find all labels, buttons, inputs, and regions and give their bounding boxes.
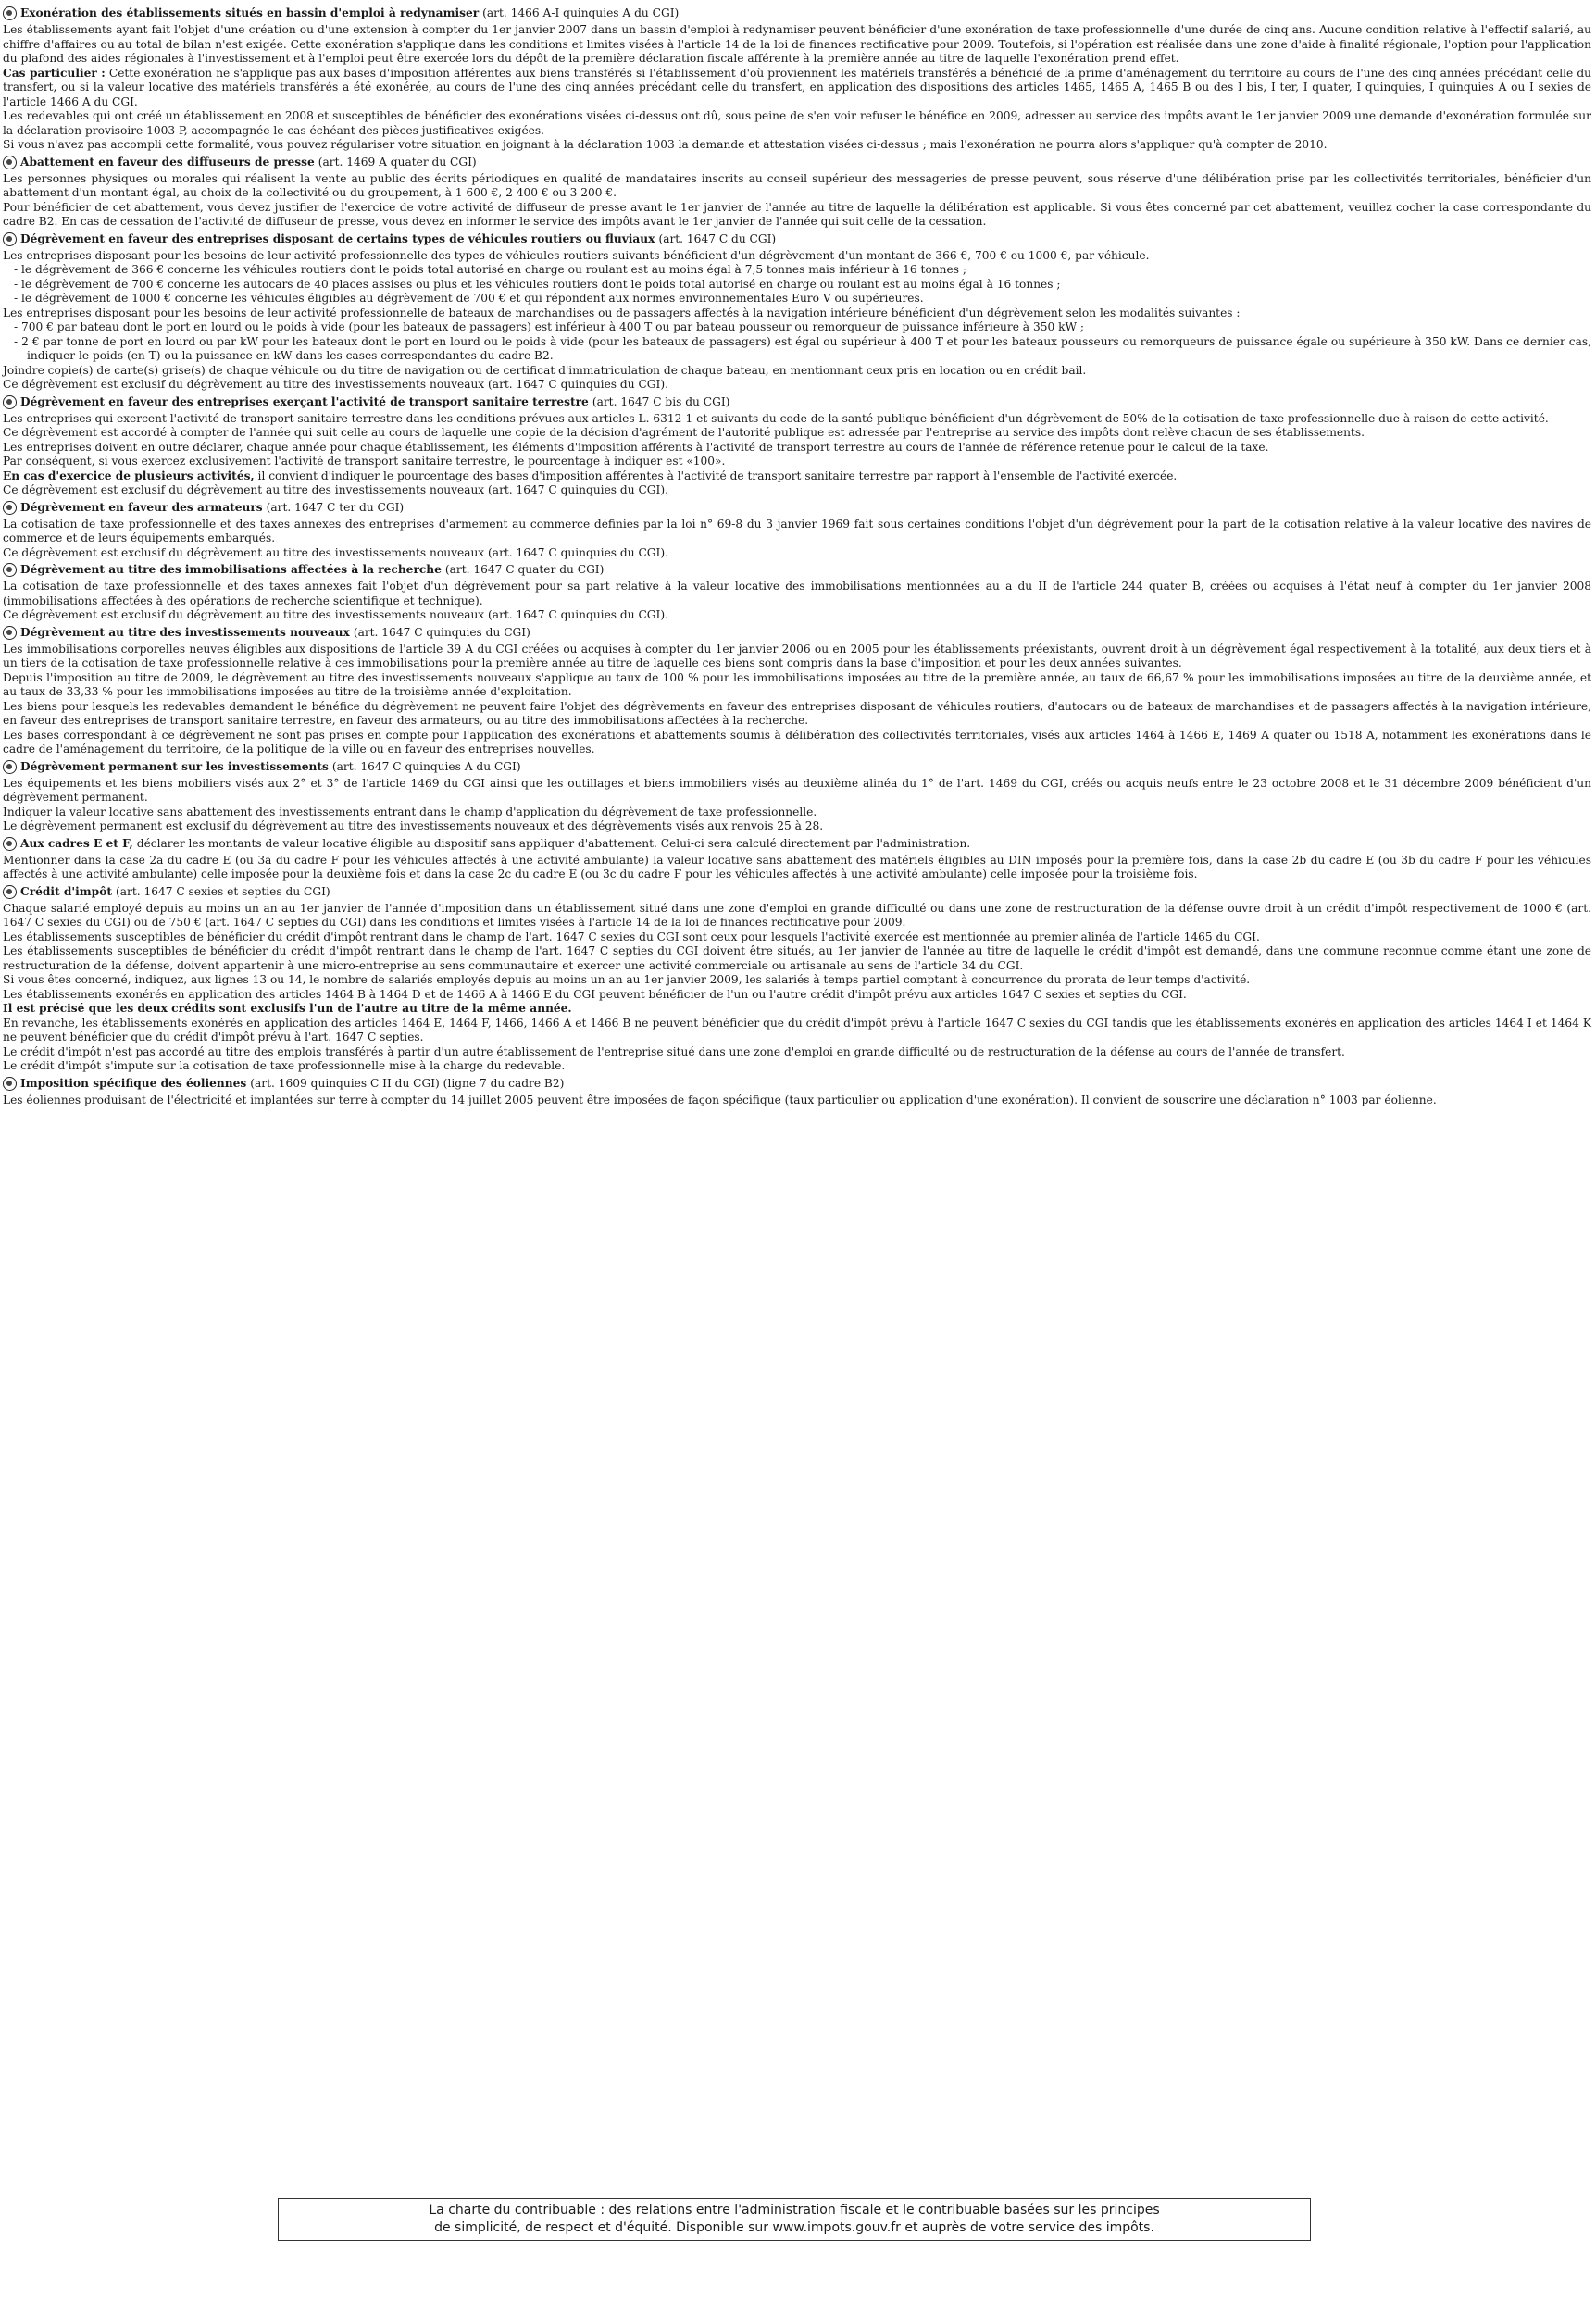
paragraph-text: Les équipements et les biens mobiliers visés aux 2° et 3° de l'article 1469 du CGI ainsi que les outillages et biens immobiliers visés au deuxième alinéa du 1° de l'art. 1469 du CGI, créés ou acquis neufs entre le 23 octobre 2008 et le 31 décembre 2009 bénéficient d'un dégrèvement permanent. — [3, 776, 1591, 804]
paragraph-text: Le crédit d'impôt s'impute sur la cotisation de taxe professionnelle mise à la charge du redevable. — [3, 1059, 566, 1072]
footnote-number-icon — [3, 760, 17, 774]
paragraph-text: Le dégrèvement permanent est exclusif du dégrèvement au titre des investissements nouveaux et des dégrèvements visés aux renvois 25 à 28. — [3, 819, 824, 832]
notice-section — [3, 560, 1591, 623]
paragraph — [3, 1093, 1591, 1108]
paragraph — [3, 483, 1591, 498]
section-legal-reference: (art. 1609 quinquies C II du CGI) (ligne 7 du cadre B2) — [250, 1076, 565, 1090]
paragraph — [3, 306, 1591, 321]
section-title: Imposition spécifique des éoliennes — [20, 1076, 247, 1090]
charter-line-1: La charte du contribuable : des relations entre l'administration fiscale et le contribuable basées sur les principes — [429, 2203, 1160, 2218]
paragraph — [3, 944, 1591, 973]
paragraph-lead: Cas particulier : — [3, 66, 106, 80]
section-legal-reference: (art. 1647 C du CGI) — [658, 231, 777, 245]
section-heading — [3, 4, 1591, 23]
paragraph-text: Ce dégrèvement est accordé à compter de l'année qui suit celle au cours de laquelle une copie de la décision d'agrément de l'autorité publique est adressée par l'entreprise au service des impôts dont relève chacun de ses établissements. — [3, 426, 1365, 439]
paragraph-text: Pour bénéficier de cet abattement, vous devez justifier de l'exercice de votre activité de diffuseur de presse avant le 1er janvier de l'année au titre de laquelle la délibération est applicable. Si vous êtes concerné par cet abattement, veuillez cocher la case correspondante du cadre B2. En cas de cessation de l'activité de diffuseur de presse, vous devez en informer le service des impôts avant le 1er janvier de l'année qui suit celle de la cessation. — [3, 200, 1591, 228]
paragraph — [3, 1002, 1591, 1017]
section-title: Crédit d'impôt — [20, 884, 112, 898]
list-item: - 700 € par bateau dont le port en lourd ou le poids à vide (pour les bateaux de passagers) est inférieur à 400 T ou par bateau pousseur ou remorqueur de puissance inférieure à 350 kW ; — [14, 320, 1084, 333]
notice-section — [3, 393, 1591, 498]
paragraph-text: Les établissements susceptibles de bénéficier du crédit d'impôt rentrant dans le champ de l'art. 1647 C sexies du CGI sont ceux pour lesquels l'activité exercée est mentionnée au premier alinéa de l'article 1465 du CGI. — [3, 930, 1260, 943]
paragraph — [3, 902, 1591, 931]
paragraph — [3, 580, 1591, 608]
section-title: Exonération des établissements situés en bassin d'emploi à redynamiser — [20, 6, 480, 19]
paragraph — [3, 109, 1591, 138]
section-legal-reference: (art. 1647 C ter du CGI) — [266, 500, 405, 514]
paragraph-text: Ce dégrèvement est exclusif du dégrèvement au titre des investissements nouveaux (art. 1647 C quinquies du CGI). — [3, 483, 668, 496]
paragraph — [3, 643, 1591, 671]
section-legal-reference: (art. 1647 C quinquies A du CGI) — [331, 759, 521, 773]
paragraph-text: Les établissements susceptibles de bénéficier du crédit d'impôt rentrant dans le champ de l'art. 1647 C septies du CGI doivent être situés, au 1er janvier de l'année au titre de laquelle le crédit d'impôt est demandé, dans une commune reconnue comme étant une zone de restructuration de la défense, doivent appartenir à une micro-entreprise au sens communautaire et exercer une activité commerciale ou artisanale au sens de l'article 34 du CGI. — [3, 944, 1591, 972]
section-title: Aux cadres E et F, — [20, 836, 133, 850]
paragraph-text: Les biens pour lesquels les redevables demandent le bénéfice du dégrèvement ne peuvent faire l'objet des dégrèvements en faveur des entreprises disposant de véhicules routiers, d'autocars ou de bateaux de marchandises et de passagers affectés à la navigation intérieure, en faveur des entreprises de transport sanitaire terrestre, en faveur des armateurs, ou au titre des immobilisations affectées à la recherche. — [3, 699, 1591, 727]
paragraph — [3, 441, 1591, 456]
section-legal-reference: (art. 1466 A-I quinquies A du CGI) — [482, 6, 680, 19]
paragraph — [3, 378, 1591, 393]
footnote-number-icon — [3, 885, 17, 899]
section-heading — [3, 498, 1591, 518]
paragraph — [3, 931, 1591, 945]
notice-section — [3, 882, 1591, 1074]
section-title: Abattement en faveur des diffuseurs de presse — [20, 155, 315, 169]
paragraph — [3, 249, 1591, 264]
paragraph-text: Les entreprises disposant pour les besoins de leur activité professionnelle de bateaux de marchandises ou de passagers affectés à la navigation intérieure bénéficient d'un dégrèvement selon les modalités suivantes : — [3, 306, 1241, 319]
paragraph-text: Cette exonération ne s'applique pas aux bases d'imposition afférentes aux biens transférés si l'établissement d'où proviennent les matériels transférés a bénéficié de la prime d'aménagement du territoire au cours de l'une des cinq années précédant celle du transfert, ou si la valeur locative des matériels transférés a été exonérée, au cours de l'une des cinq années précédant celle du transfert, en application des dispositions des articles 1465, 1465 A, 1465 B ou des I bis, I ter, I quater, I quinquies, I quinquies A ou I sexies de l'article 1466 A du CGI. — [3, 66, 1592, 108]
paragraph-text: il convient d'indiquer le pourcentage des bases d'imposition afférentes à l'activité de transport sanitaire terrestre par rapport à l'ensemble de l'activité exercée. — [257, 469, 1178, 482]
paragraph-text: Les entreprises doivent en outre déclarer, chaque année pour chaque établissement, les éléments d'imposition afférents à l'activité de transport terrestre au cours de l'année de référence retenue pour le calcul de la taxe. — [3, 440, 1269, 454]
paragraph-text: La cotisation de taxe professionnelle et des taxes annexes des entreprises d'armement au commerce définies par la loi n° 69-8 du 3 janvier 1969 fait sous certaines conditions l'objet d'un dégrèvement pour la part de la cotisation relative à la valeur locative des navires de commerce et de leurs équipements embarqués. — [3, 517, 1591, 544]
paragraph — [3, 455, 1591, 469]
paragraph — [3, 518, 1591, 546]
section-heading — [3, 757, 1591, 777]
section-heading — [3, 623, 1591, 643]
notice-section — [3, 498, 1591, 561]
paragraph — [3, 138, 1591, 153]
paragraph-lead: Il est précisé que les deux crédits sont exclusifs l'un de l'autre au titre de la même année. — [3, 1002, 572, 1015]
paragraph — [3, 546, 1591, 561]
paragraph — [3, 700, 1591, 729]
paragraph-text: Les immobilisations corporelles neuves éligibles aux dispositions de l'article 39 A du CGI créées ou acquises à compter du 1er janvier 2006 ou en 2005 pour les établissements préexistants, ouvrent droit à un dégrèvement égal respectivement à la totalité, aux deux tiers et à un tiers de la cotisation de taxe professionnelle relative à ces immobilisations pour la première année au titre de laquelle ces biens sont compris dans la base d'imposition et pour les deux années suivantes. — [3, 642, 1591, 669]
paragraph-text: Les personnes physiques ou morales qui réalisent la vente au public des écrits périodiques en qualité de mandataires inscrits au conseil supérieur des messageries de presse peuvent, sous réserve d'une délibération prise par les collectivités territoriales, bénéficier d'un abattement d'un montant égal, au choix de la collectivité ou du groupement, à 1 600 €, 2 400 € ou 3 200 €. — [3, 171, 1591, 199]
paragraph — [3, 608, 1591, 623]
paragraph-text: Ce dégrèvement est exclusif du dégrèvement au titre des investissements nouveaux (art. 1647 C quinquies du CGI). — [3, 378, 668, 391]
section-legal-reference: (art. 1647 C sexies et septies du CGI) — [115, 884, 330, 898]
section-heading — [3, 153, 1591, 172]
footnote-number-icon — [3, 1077, 17, 1091]
paragraph — [3, 469, 1591, 484]
notice-section — [3, 153, 1591, 230]
paragraph — [3, 729, 1591, 757]
footnote-number-icon — [3, 156, 17, 169]
section-heading — [3, 230, 1591, 249]
paragraph-text: Depuis l'imposition au titre de 2009, le dégrèvement au titre des investissements nouveaux s'applique au taux de 100 % pour les immobilisations imposées au titre de la première année, au taux de 66,67 % pour les immobilisations imposées au titre de la deuxième année, et au taux de 33,33 % pour les immobilisations imposées au titre de la troisième année d'exploitation. — [3, 670, 1591, 698]
taxpayer-charter-box — [278, 2198, 1311, 2241]
section-title: Dégrèvement en faveur des entreprises disposant de certains types de véhicules routiers ou fluviaux — [20, 231, 655, 245]
section-legal-reference: (art. 1647 C bis du CGI) — [592, 394, 730, 408]
paragraph — [3, 854, 1591, 882]
paragraph-text: Le crédit d'impôt n'est pas accordé au titre des emplois transférés à partir d'un autre établissement de l'entreprise situé dans une zone d'emploi en grande difficulté ou de restructuration de la défense au cours de l'année de transfert. — [3, 1044, 1345, 1058]
list-item: - 2 € par tonne de port en lourd ou par kW pour les bateaux dont le port en lourd ou le poids à vide (pour les bateaux de passagers) est égal ou supérieur à 400 T et pour les bateaux pousseurs ou remorqueurs de puissance égale ou supérieure à 350 kW. Dans ce dernier cas, indiquer le poids (en T) ou la puissance en kW dans les cases correspondantes du cadre B2. — [14, 334, 1591, 362]
list-item: - le dégrèvement de 1000 € concerne les véhicules éligibles au dégrèvement de 700 € et qui répondent aux normes environnementales Euro V ou supérieures. — [14, 292, 924, 305]
section-title: Dégrèvement au titre des immobilisations affectées à la recherche — [20, 563, 442, 576]
paragraph-text: Si vous êtes concerné, indiquez, aux lignes 13 ou 14, le nombre de salariés employés depuis au moins un an au 1er janvier 2009, les salariés à temps partiel comptant à concurrence du prorata de leur temps d'activité. — [3, 973, 1251, 986]
paragraph-text: Indiquer la valeur locative sans abattement des investissements entrant dans le champ d'application du dégrèvement de taxe professionnelle. — [3, 805, 817, 818]
section-legal-reference: (art. 1647 C quinquies du CGI) — [353, 625, 530, 639]
list-item: - le dégrèvement de 366 € concerne les véhicules routiers dont le poids total autorisé en charge ou roulant est au moins égal à 7,5 tonnes mais inférieur à 16 tonnes ; — [14, 263, 966, 276]
paragraph-text: Ce dégrèvement est exclusif du dégrèvement au titre des investissements nouveaux (art. 1647 C quinquies du CGI). — [3, 608, 668, 621]
section-title: Dégrèvement au titre des investissements nouveaux — [20, 625, 350, 639]
paragraph-text: Chaque salarié employé depuis au moins un an au 1er janvier de l'année d'imposition dans un établissement situé dans une zone d'emploi en grande difficulté ou dans une zone de restructuration de la défense ouvre droit à un crédit d'impôt respectivement de 1000 € (art. 1647 C sexies du CGI) ou de 750 € (art. 1647 C septies du CGI) dans les conditions et limites visées à l'article 14 de la loi de finances rectificative pour 2009. — [3, 901, 1591, 929]
paragraph-text: La cotisation de taxe professionnelle et des taxes annexes fait l'objet d'un dégrèvement pour sa part relative à la valeur locative des immobilisations mentionnées au a du II de l'article 244 quater B, créées ou acquises à l'état neuf à compter du 1er janvier 2008 (immobilisations affectées à des opérations de recherche scientifique et technique). — [3, 580, 1591, 607]
paragraph — [3, 777, 1591, 806]
paragraph — [3, 973, 1591, 988]
charter-line-2: de simplicité, de respect et d'équité. Disponible sur www.impots.gouv.fr et auprès de votre service des impôts. — [434, 2220, 1154, 2235]
notice-section — [3, 834, 1591, 882]
paragraph-text: Les entreprises qui exercent l'activité de transport sanitaire terrestre dans les conditions prévues aux articles L. 6312-1 et suivants du code de la santé publique bénéficient d'un dégrèvement de 50% de la cotisation de taxe professionnelle due à raison de cette activité. — [3, 411, 1549, 425]
footnote-number-icon — [3, 395, 17, 409]
paragraph-text: Par conséquent, si vous exercez exclusivement l'activité de transport sanitaire terrestre, le pourcentage à indiquer est «100». — [3, 455, 726, 468]
paragraph — [3, 806, 1591, 820]
paragraph-text: Les établissements exonérés en application des articles 1464 B à 1464 D et de 1466 A à 1466 E du CGI peuvent bénéficier de l'un ou l'autre crédit d'impôt prévu aux articles 1647 C sexies et septies du CGI. — [3, 987, 1187, 1001]
footnote-number-icon — [3, 837, 17, 851]
notice-section — [3, 757, 1591, 834]
footnote-number-icon — [3, 501, 17, 515]
document-body — [3, 4, 1591, 1107]
paragraph-text: Joindre copie(s) de carte(s) grise(s) de chaque véhicule ou du titre de navigation ou de certificat d'immatriculation de chaque bateau, en mentionnant ceux pris en location ou en crédit bail. — [3, 363, 1087, 377]
paragraph — [3, 1059, 1591, 1074]
section-title: Dégrèvement en faveur des entreprises exerçant l'activité de transport sanitaire terrestre — [20, 394, 589, 408]
section-legal-reference: déclarer les montants de valeur locative éligible au dispositif sans appliquer d'abattement. Celui-ci sera calculé directement par l'administration. — [136, 836, 971, 850]
section-legal-reference: (art. 1469 A quater du CGI) — [318, 155, 477, 169]
list-item: - le dégrèvement de 700 € concerne les autocars de 40 places assises ou plus et les véhicules routiers dont le poids total autorisé en charge ou roulant est au moins égal à 16 tonnes ; — [14, 277, 1061, 291]
section-legal-reference: (art. 1647 C quater du CGI) — [444, 563, 605, 576]
section-heading — [3, 393, 1591, 412]
paragraph — [3, 426, 1591, 441]
paragraph — [3, 172, 1591, 201]
paragraph — [3, 67, 1591, 110]
paragraph — [3, 819, 1591, 834]
section-title: Dégrèvement en faveur des armateurs — [20, 500, 263, 514]
paragraph — [3, 1045, 1591, 1060]
footnote-number-icon — [3, 626, 17, 640]
section-heading — [3, 560, 1591, 580]
paragraph — [3, 671, 1591, 700]
paragraph-text: Les établissements ayant fait l'objet d'une création ou d'une extension à compter du 1er janvier 2007 dans un bassin d'emploi à redynamiser peuvent bénéficier d'une exonération de taxe professionnelle d'une durée de cinq ans. Aucune condition relative à l'effectif salarié, au chiffre d'affaires ou au total de bilan n'est exigée. Cette exonération s'applique dans les conditions et limites visées à l'article 14 de la loi de finances rectificative pour 2009. Toutefois, si l'opération est réalisée dans une zone d'aide à finalité régionale, l'option pour l'application du plafond des aides régionales à l'investissement et à l'emploi peut être exercée lors du dépôt de la première déclaration fiscale afférente à la première année au titre de laquelle l'exonération prend effet. — [3, 23, 1591, 65]
section-title: Dégrèvement permanent sur les investissements — [20, 759, 329, 773]
paragraph-text: Les redevables qui ont créé un établissement en 2008 et susceptibles de bénéficier des exonérations visées ci-dessus ont dû, sous peine de s'en voir refuser le bénéfice en 2009, adresser au service des impôts avant le 1er janvier 2009 une demande d'exonération formulée sur la déclaration provisoire 1003 P, accompagnée le cas échéant des pièces justificatives exigées. — [3, 109, 1591, 137]
paragraph — [3, 364, 1591, 379]
paragraph-text: Ce dégrèvement est exclusif du dégrèvement au titre des investissements nouveaux (art. 1647 C quinquies du CGI). — [3, 545, 668, 559]
paragraph-text: Mentionner dans la case 2a du cadre E (ou 3a du cadre F pour les véhicules affectés à une activité ambulante) la valeur locative sans abattement des matériels éligibles au DIN imposés pour la première fois, dans la case 2b du cadre E (ou 3b du cadre F pour les véhicules affectés à une activité ambulante) celle imposée pour la deuxième fois et dans la case 2c du cadre E (ou 3c du cadre F pour les véhicules affectés à une activité ambulante) celle imposée pour la troisième fois. — [3, 853, 1591, 881]
footnote-number-icon — [3, 6, 17, 20]
paragraph-text: En revanche, les établissements exonérés en application des articles 1464 E, 1464 F, 1466, 1466 A et 1466 B ne peuvent bénéficier que du crédit d'impôt prévu à l'article 1647 C sexies du CGI tandis que les établissements exonérés en application des articles 1464 I et 1464 K ne peuvent bénéficier que du crédit d'impôt prévu à l'art. 1647 C septies. — [3, 1016, 1591, 1043]
section-heading — [3, 1074, 1591, 1093]
paragraph — [3, 201, 1591, 230]
paragraph — [3, 23, 1591, 67]
paragraph — [3, 1017, 1591, 1045]
paragraph — [3, 988, 1591, 1003]
notice-section — [3, 230, 1591, 393]
paragraph-text: Si vous n'avez pas accompli cette formalité, vous pouvez régulariser votre situation en joignant à la déclaration 1003 la demande et attestation visées ci-dessus ; mais l'exonération ne pourra alors s'appliquer qu'à compter de 2010. — [3, 138, 1328, 151]
paragraph-lead: En cas d'exercice de plusieurs activités, — [3, 469, 255, 482]
paragraph — [3, 412, 1591, 427]
paragraph-text: Les bases correspondant à ce dégrèvement ne sont pas prises en compte pour l'application des exonérations et abattements soumis à délibération des collectivités territoriales, visés aux articles 1464 à 1466 E, 1469 A quater ou 1518 A, notamment les exonérations dans le cadre de l'aménagement du territoire, de la politique de la ville ou en faveur des entreprises nouvelles. — [3, 728, 1591, 756]
notice-section — [3, 4, 1591, 153]
notice-section — [3, 1074, 1591, 1108]
footnote-number-icon — [3, 563, 17, 577]
paragraph-text: Les entreprises disposant pour les besoins de leur activité professionnelle des types de véhicules routiers suivants bénéficient d'un dégrèvement d'un montant de 366 €, 700 € ou 1000 €, par véhicule. — [3, 248, 1150, 262]
section-heading — [3, 882, 1591, 902]
notice-section — [3, 623, 1591, 757]
section-heading — [3, 834, 1591, 854]
paragraph-text: Les éoliennes produisant de l'électricité et implantées sur terre à compter du 14 juillet 2005 peuvent être imposées de façon spécifique (taux particulier ou application d'une exonération). Il convient de souscrire une déclaration n° 1003 par éolienne. — [3, 1093, 1437, 1106]
footnote-number-icon — [3, 232, 17, 246]
